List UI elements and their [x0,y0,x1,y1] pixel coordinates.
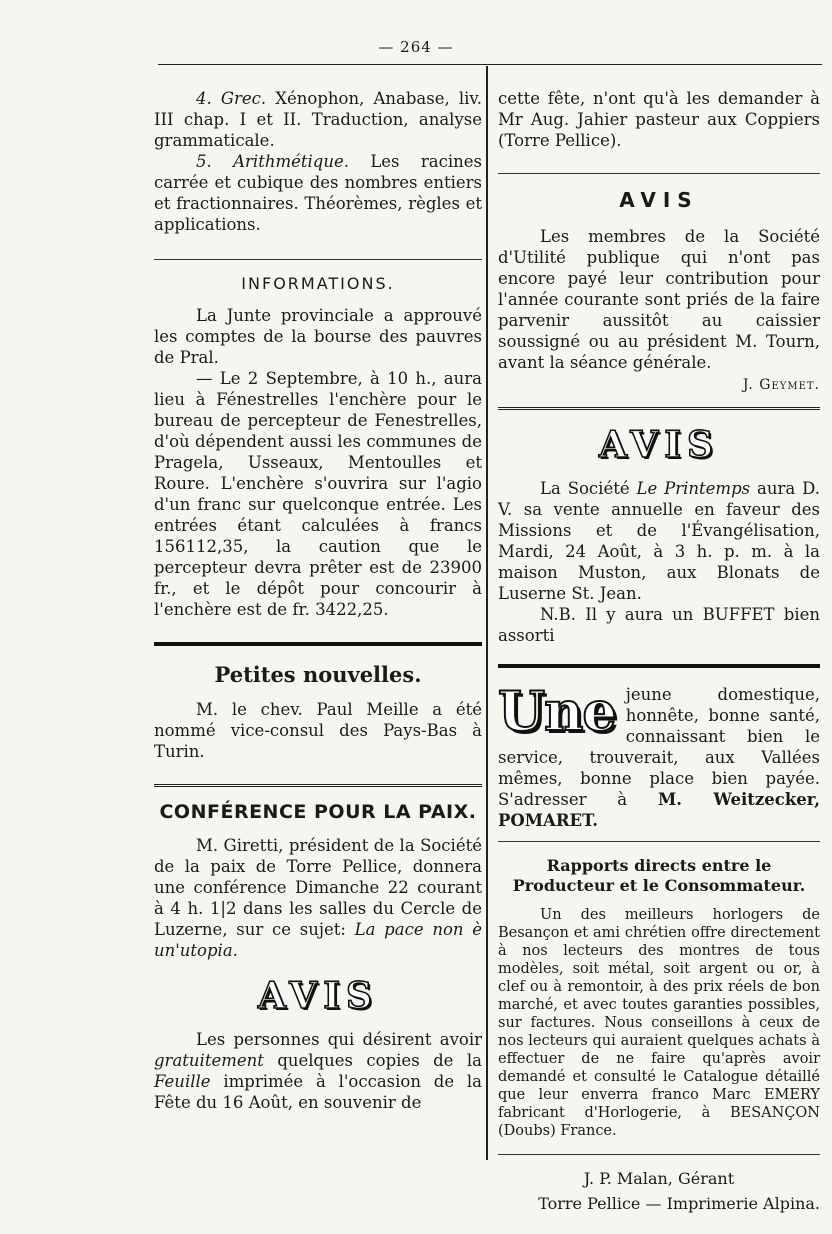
gerant-line: J. P. Malan, Gérant [583,1169,735,1188]
petites-text: M. le chev. Paul Meille a été nommé vice-consul des Pays-Bas à Turin. [154,700,482,761]
conference-subject: La pace non è un'utopia. [154,920,483,960]
imprimerie-line: Torre Pellice — Imprimerie Alpina. [538,1194,820,1213]
petites-section [154,662,482,762]
page-number: — 264 — [378,38,454,56]
une-contact: M. Weitzecker, POMARET. [498,790,820,830]
informations-title: INFORMATIONS. [241,274,395,293]
arith-lead: 5. Arithmétique. [196,152,349,171]
avis-left-b: gratuitement [154,1051,264,1070]
arith-text: Les racines carrée et cubique des nombres entiers et fractionnaires. Théorèmes, règles et applications. [154,152,482,234]
greek-lead: 4. Grec. [196,89,267,108]
right-column [498,88,820,1213]
continuation-text: cette fête, n'ont qu'à les demander à Mr Aug. Jahier pasteur aux Coppiers (Torre Pellice). [498,89,820,150]
avis-left-d: Feuille [154,1072,211,1091]
avis-left-e: imprimée à l'occasion de la Fête du 16 Août, en souvenir de [154,1072,482,1112]
avis2-text [498,478,820,604]
informations-section [154,274,482,620]
avis1-section [498,188,820,393]
petites-title: Petites nouvelles. [214,662,422,687]
avis2-section [498,424,820,646]
separator-thick [154,642,482,646]
conference-title: CONFÉRENCE POUR LA PAIX. [159,801,477,823]
conference-body: M. Giretti, président de la Société de la paix de Torre Pellice, donnera une conférence Dimanche 22 courant à 4 h. 1|2 dans les salles du Cercle de Luzerne, sur ce sujet: [154,836,482,939]
avis1-title: AVIS [619,188,699,212]
separator-thick [498,664,820,668]
une-body: jeune domestique, honnête, bonne santé, connaissant bien le service, trouverait, aux Vallées mêmes, bonne place bien payée. S'adresser à [498,685,820,809]
separator-rule [498,173,820,174]
avis-left-text [154,1029,482,1113]
column-divider [486,66,488,1160]
separator-rule [154,259,482,260]
top-rule [158,64,822,65]
avis2-b: Le Printemps [636,479,751,498]
informations-p2: — Le 2 Septembre, à 10 h., aura lieu à Fénestrelles l'enchère pour le bureau de percepteur de Fenestrelles, d'où dépendent aussi les communes de Pragela, Usseaux, Mentoulles et Roure. L'enchère s'ouvrira sur l'agio d'un franc sur quelconque entrée. Les entrées étant calculées à francs 156112,35, la caution que le percepteur devra prêter est de 23900 fr., et le dépôt pour concourir à l'enchère est de fr. 3422,25. [154,369,482,619]
arith-item [154,151,482,235]
left-column [154,88,482,1113]
rapports-title: Rapports directs entre le Producteur et le Consommateur. [512,856,806,895]
avis2-title: AVIS [598,424,720,466]
avis1-signature: J. Geymet. [742,377,820,393]
separator-rule [498,1154,820,1155]
avis-left-a: Les personnes qui désirent avoir [196,1030,482,1049]
greek-item [154,88,482,151]
informations-p1: La Junte provinciale a approuvé les comptes de la bourse des pauvres de Pral. [154,306,482,367]
conference-section [154,801,482,961]
greek-text: Xénophon, Anabase, liv. III chap. I et II. Traduction, analyse grammaticale. [154,89,482,150]
avis-title-left: AVIS [257,975,379,1017]
separator-double [154,784,482,787]
une-ad [498,679,820,831]
separator-rule [498,841,820,842]
avis2-c: aura D. V. sa vente annuelle en faveur des Missions et de l'Évangélisation, Mardi, 24 Août, à 3 h. p. m. à la maison Muston, aux Blonats de Luserne St. Jean. [498,479,820,603]
conference-text [154,835,482,961]
rapports-text: Un des meilleurs horlogers de Besançon et ami chrétien offre directement à nos lecteurs des montres de tous modèles, soit métal, soit argent ou or, à clef ou à remontoir, à des prix réels de bon marché, et avec toutes garanties possibles, sur factures. Nous conseillons à ceux de nos lecteurs qui auraient quelques achats à effectuer de ne faire qu'après avoir demandé et consulté le Catalogue détaillé que leur enverra franco Marc EMERY fabricant d'Horlogerie, à BESANÇON (Doubs) France. [498,907,820,1139]
avis-left-c: quelques copies de la [263,1051,482,1070]
separator-double [498,407,820,410]
avis1-text: Les membres de la Société d'Utilité publique qui n'ont pas encore payé leur contribution pour l'année courante sont priés de la faire parvenir aussitôt au caissier soussigné ou au président M. Tourn, avant la séance générale. [498,227,820,372]
avis2-nb: N.B. Il y aura un BUFFET bien assorti [498,605,820,645]
rapports-section [498,856,820,1140]
avis2-a: La Société [540,479,637,498]
une-big-word: Une [498,679,616,743]
